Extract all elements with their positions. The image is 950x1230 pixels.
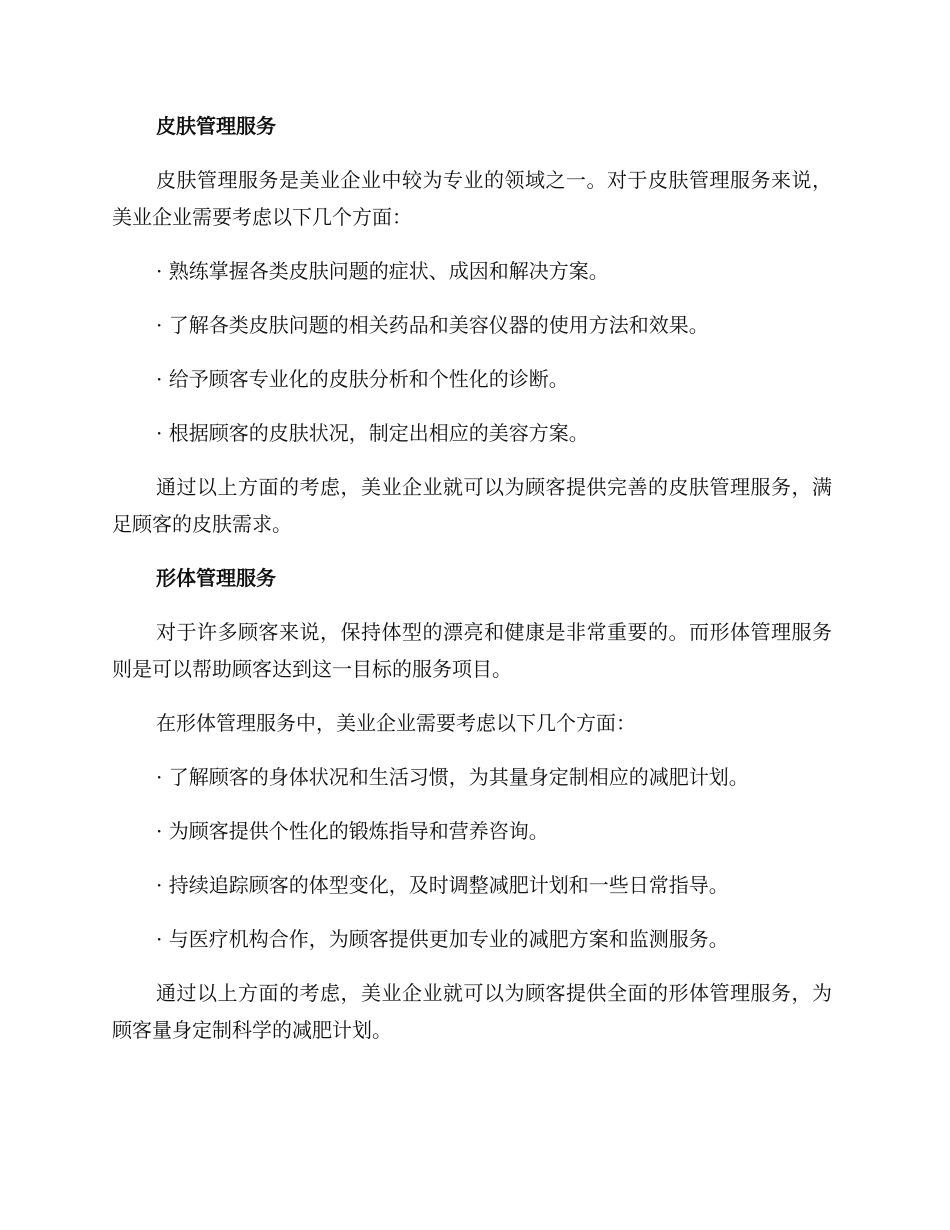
section-heading-body: 形体管理服务 (156, 566, 276, 590)
body-bullet-item: · 了解顾客的身体状况和生活习惯，为其量身定制相应的减肥计划。 (156, 765, 749, 789)
body-bullet-item: · 持续追踪顾客的体型变化，及时调整减肥计划和一些日常指导。 (156, 873, 729, 897)
body-bullet-item: · 与医疗机构合作，为顾客提供更加专业的减肥方案和监测服务。 (156, 927, 729, 951)
section-heading-skin: 皮肤管理服务 (156, 114, 276, 138)
skin-conclusion-paragraph: 通过以上方面的考虑，美业企业就可以为顾客提供完善的皮肤管理服务，满足顾客的皮肤需求。 (112, 475, 832, 536)
skin-bullet-item: · 根据顾客的皮肤状况，制定出相应的美容方案。 (156, 421, 589, 445)
skin-bullet-item: · 给予顾客专业化的皮肤分析和个性化的诊断。 (156, 367, 569, 391)
body-intro2-paragraph: 在形体管理服务中，美业企业需要考虑以下几个方面： (156, 711, 636, 735)
skin-bullet-item: · 了解各类皮肤问题的相关药品和美容仪器的使用方法和效果。 (156, 313, 709, 337)
skin-intro-paragraph: 皮肤管理服务是美业企业中较为专业的领域之一。对于皮肤管理服务来说，美业企业需要考虑以下几个方面： (112, 168, 832, 229)
body-conclusion-paragraph: 通过以上方面的考虑，美业企业就可以为顾客提供全面的形体管理服务，为顾客量身定制科学的减肥计划。 (112, 981, 832, 1042)
body-bullet-item: · 为顾客提供个性化的锻炼指导和营养咨询。 (156, 819, 549, 843)
body-intro-paragraph: 对于许多顾客来说，保持体型的漂亮和健康是非常重要的。而形体管理服务则是可以帮助顾客达到这一目标的服务项目。 (112, 620, 832, 681)
skin-bullet-item: · 熟练掌握各类皮肤问题的症状、成因和解决方案。 (156, 259, 609, 283)
document-page (112, 108, 832, 1066)
